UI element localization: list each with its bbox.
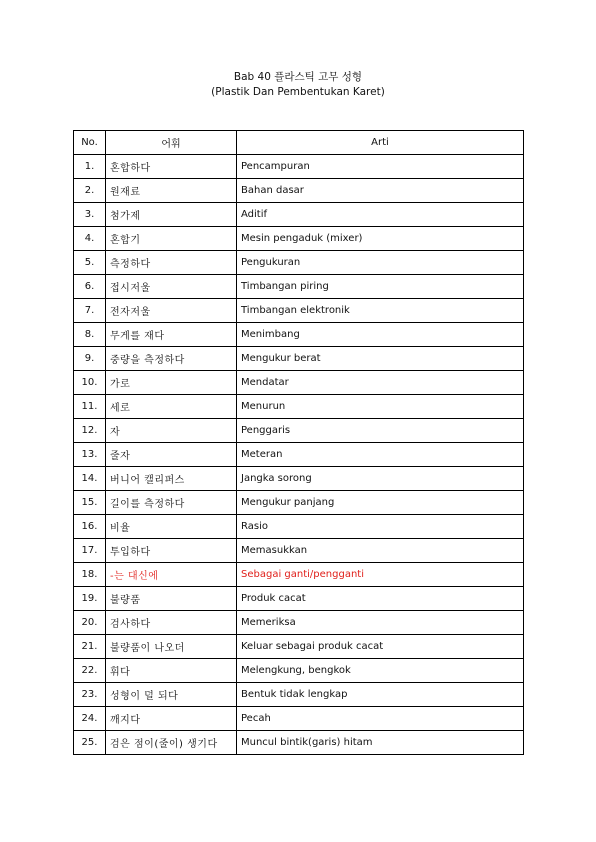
row-meaning: Bahan dasar bbox=[237, 179, 524, 203]
row-number: 23. bbox=[74, 683, 106, 707]
row-word: 검사하다 bbox=[106, 611, 237, 635]
row-number: 25. bbox=[74, 731, 106, 755]
row-word: 길이를 측정하다 bbox=[106, 491, 237, 515]
row-number: 5. bbox=[74, 251, 106, 275]
table-row bbox=[74, 659, 524, 683]
row-word: 불량품 bbox=[106, 587, 237, 611]
table-row bbox=[74, 611, 524, 635]
row-meaning: Muncul bintik(garis) hitam bbox=[237, 731, 524, 755]
header-no: No. bbox=[74, 131, 106, 155]
row-meaning: Meteran bbox=[237, 443, 524, 467]
row-number: 2. bbox=[74, 179, 106, 203]
row-meaning: Mengukur berat bbox=[237, 347, 524, 371]
row-meaning: Memeriksa bbox=[237, 611, 524, 635]
document-title-block bbox=[0, 70, 596, 100]
table-row bbox=[74, 635, 524, 659]
table-row bbox=[74, 371, 524, 395]
row-number: 9. bbox=[74, 347, 106, 371]
row-number: 19. bbox=[74, 587, 106, 611]
row-meaning: Mengukur panjang bbox=[237, 491, 524, 515]
table-row bbox=[74, 539, 524, 563]
row-number: 18. bbox=[74, 563, 106, 587]
row-word: 성형이 덜 되다 bbox=[106, 683, 237, 707]
table-row bbox=[74, 227, 524, 251]
header-word: 어휘 bbox=[106, 131, 237, 155]
row-number: 11. bbox=[74, 395, 106, 419]
row-number: 14. bbox=[74, 467, 106, 491]
table-row bbox=[74, 491, 524, 515]
table-row bbox=[74, 683, 524, 707]
row-meaning: Jangka sorong bbox=[237, 467, 524, 491]
table-row bbox=[74, 707, 524, 731]
table-row bbox=[74, 419, 524, 443]
row-number: 15. bbox=[74, 491, 106, 515]
table-row bbox=[74, 323, 524, 347]
row-word: 전자저울 bbox=[106, 299, 237, 323]
table-row bbox=[74, 443, 524, 467]
row-meaning: Aditif bbox=[237, 203, 524, 227]
row-meaning: Pengukuran bbox=[237, 251, 524, 275]
row-meaning: Pencampuran bbox=[237, 155, 524, 179]
row-meaning: Timbangan piring bbox=[237, 275, 524, 299]
row-word: 버니어 캘리퍼스 bbox=[106, 467, 237, 491]
row-number: 20. bbox=[74, 611, 106, 635]
row-word: 줄자 bbox=[106, 443, 237, 467]
table-row bbox=[74, 179, 524, 203]
row-word: 깨지다 bbox=[106, 707, 237, 731]
row-word: 가로 bbox=[106, 371, 237, 395]
row-word: 원재료 bbox=[106, 179, 237, 203]
table-row bbox=[74, 563, 524, 587]
row-number: 8. bbox=[74, 323, 106, 347]
row-meaning: Penggaris bbox=[237, 419, 524, 443]
table-row bbox=[74, 347, 524, 371]
row-word: 불량품이 나오더 bbox=[106, 635, 237, 659]
table-row bbox=[74, 299, 524, 323]
row-number: 13. bbox=[74, 443, 106, 467]
row-word: 무게를 재다 bbox=[106, 323, 237, 347]
row-meaning: Keluar sebagai produk cacat bbox=[237, 635, 524, 659]
row-number: 21. bbox=[74, 635, 106, 659]
row-word: 접시저울 bbox=[106, 275, 237, 299]
row-number: 1. bbox=[74, 155, 106, 179]
row-meaning: Bentuk tidak lengkap bbox=[237, 683, 524, 707]
table-row bbox=[74, 467, 524, 491]
row-number: 3. bbox=[74, 203, 106, 227]
row-meaning: Rasio bbox=[237, 515, 524, 539]
row-word: 혼합하다 bbox=[106, 155, 237, 179]
row-word: 중량을 측정하다 bbox=[106, 347, 237, 371]
row-number: 7. bbox=[74, 299, 106, 323]
table-row bbox=[74, 587, 524, 611]
row-number: 6. bbox=[74, 275, 106, 299]
table-row bbox=[74, 515, 524, 539]
row-meaning: Menimbang bbox=[237, 323, 524, 347]
row-meaning: Pecah bbox=[237, 707, 524, 731]
row-word: 휘다 bbox=[106, 659, 237, 683]
row-number: 10. bbox=[74, 371, 106, 395]
table-row bbox=[74, 251, 524, 275]
header-arti: Arti bbox=[237, 131, 524, 155]
row-meaning: Timbangan elektronik bbox=[237, 299, 524, 323]
row-meaning: Mesin pengaduk (mixer) bbox=[237, 227, 524, 251]
row-number: 16. bbox=[74, 515, 106, 539]
document-subtitle: (Plastik Dan Pembentukan Karet) bbox=[211, 86, 385, 98]
row-word: 측정하다 bbox=[106, 251, 237, 275]
row-word: 투입하다 bbox=[106, 539, 237, 563]
row-meaning: Produk cacat bbox=[237, 587, 524, 611]
row-meaning: Memasukkan bbox=[237, 539, 524, 563]
document-title: Bab 40 플라스틱 고무 성형 bbox=[233, 71, 363, 83]
row-number: 17. bbox=[74, 539, 106, 563]
row-meaning: Melengkung, bengkok bbox=[237, 659, 524, 683]
row-word: 세로 bbox=[106, 395, 237, 419]
row-meaning: Menurun bbox=[237, 395, 524, 419]
table-header-row bbox=[74, 131, 524, 155]
row-number: 24. bbox=[74, 707, 106, 731]
row-word: 첨가제 bbox=[106, 203, 237, 227]
row-number: 22. bbox=[74, 659, 106, 683]
row-meaning: Sebagai ganti/pengganti bbox=[237, 563, 524, 587]
table-row bbox=[74, 155, 524, 179]
vocabulary-table bbox=[73, 130, 524, 755]
row-meaning: Mendatar bbox=[237, 371, 524, 395]
row-word: -는 대신에 bbox=[106, 563, 237, 587]
table-row bbox=[74, 203, 524, 227]
table-row bbox=[74, 731, 524, 755]
row-word: 자 bbox=[106, 419, 237, 443]
row-word: 검은 점이(줄이) 생기다 bbox=[106, 731, 237, 755]
table-row bbox=[74, 395, 524, 419]
row-number: 12. bbox=[74, 419, 106, 443]
row-number: 4. bbox=[74, 227, 106, 251]
table-row bbox=[74, 275, 524, 299]
row-word: 비율 bbox=[106, 515, 237, 539]
row-word: 혼합기 bbox=[106, 227, 237, 251]
table-body bbox=[74, 155, 524, 755]
